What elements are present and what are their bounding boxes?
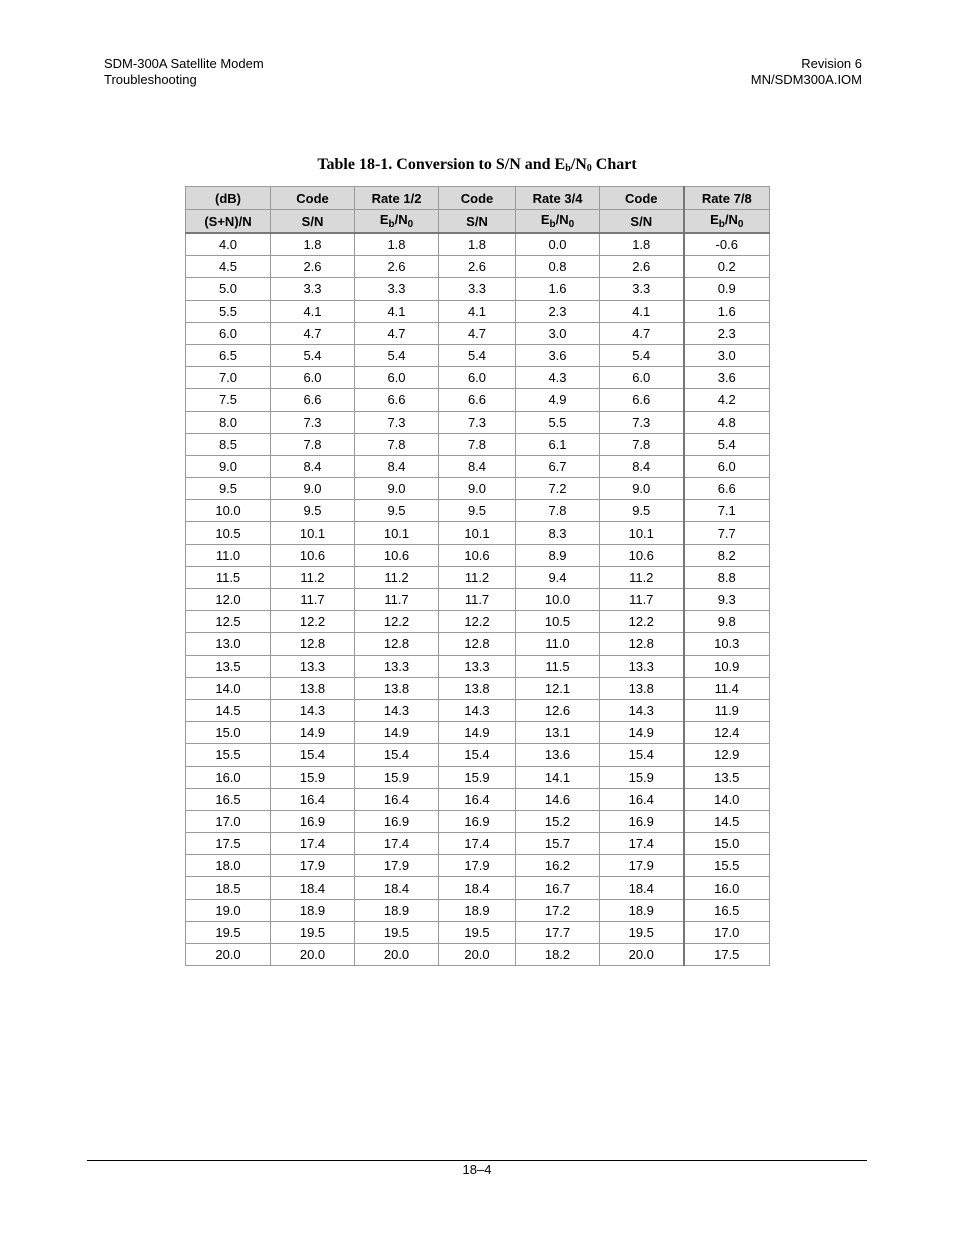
table-cell: 0.9 xyxy=(684,278,770,300)
table-cell: 6.1 xyxy=(516,433,600,455)
table-cell: 15.4 xyxy=(439,744,516,766)
table-cell: 14.3 xyxy=(600,699,684,721)
table-cell: 3.3 xyxy=(600,278,684,300)
table-cell: 13.8 xyxy=(271,677,355,699)
table-cell: 16.0 xyxy=(186,766,271,788)
table-cell: 3.6 xyxy=(516,344,600,366)
table-row xyxy=(186,478,770,500)
table-cell: 2.3 xyxy=(516,300,600,322)
table-cell: 14.3 xyxy=(271,699,355,721)
table-cell: 0.0 xyxy=(516,233,600,256)
table-cell: 16.9 xyxy=(600,810,684,832)
table-row xyxy=(186,944,770,966)
table-cell: 10.0 xyxy=(516,589,600,611)
table-cell: 15.0 xyxy=(684,833,770,855)
table-cell: 10.6 xyxy=(439,544,516,566)
table-cell: 4.1 xyxy=(439,300,516,322)
table-cell: 8.5 xyxy=(186,433,271,455)
col-sub-sn-1: S/N xyxy=(271,210,355,234)
table-cell: 12.0 xyxy=(186,589,271,611)
table-cell: 16.9 xyxy=(439,810,516,832)
table-cell: 11.7 xyxy=(600,589,684,611)
table-row xyxy=(186,722,770,744)
table-cell: 7.5 xyxy=(186,389,271,411)
table-cell: 12.8 xyxy=(600,633,684,655)
table-cell: 13.5 xyxy=(186,655,271,677)
table-cell: 10.0 xyxy=(186,500,271,522)
table-cell: 1.8 xyxy=(439,233,516,256)
page-header-left xyxy=(104,56,264,88)
table-cell: 17.5 xyxy=(684,944,770,966)
table-cell: 15.0 xyxy=(186,722,271,744)
header-row-1 xyxy=(186,187,770,210)
table-cell: 9.0 xyxy=(439,478,516,500)
table-cell: 13.3 xyxy=(600,655,684,677)
table-cell: 13.8 xyxy=(439,677,516,699)
table-cell: 8.0 xyxy=(186,411,271,433)
table-cell: 17.7 xyxy=(516,921,600,943)
table-cell: 4.5 xyxy=(186,256,271,278)
table-cell: 10.5 xyxy=(186,522,271,544)
table-cell: 16.9 xyxy=(271,810,355,832)
table-cell: 2.6 xyxy=(271,256,355,278)
table-cell: 7.8 xyxy=(600,433,684,455)
table-cell: 6.0 xyxy=(439,367,516,389)
table-cell: 2.6 xyxy=(355,256,439,278)
table-cell: 12.9 xyxy=(684,744,770,766)
table-cell: 15.4 xyxy=(271,744,355,766)
table-cell: 13.6 xyxy=(516,744,600,766)
table-row xyxy=(186,344,770,366)
table-cell: 10.1 xyxy=(439,522,516,544)
col-sub-sn-ratio: (S+N)/N xyxy=(186,210,271,234)
table-cell: 7.3 xyxy=(600,411,684,433)
table-cell: 11.9 xyxy=(684,699,770,721)
table-cell: 12.5 xyxy=(186,611,271,633)
table-cell: 5.4 xyxy=(600,344,684,366)
table-cell: 7.8 xyxy=(355,433,439,455)
table-cell: 10.6 xyxy=(355,544,439,566)
table-row xyxy=(186,921,770,943)
table-cell: 18.9 xyxy=(355,899,439,921)
table-cell: 15.7 xyxy=(516,833,600,855)
table-cell: 13.8 xyxy=(355,677,439,699)
table-cell: 7.8 xyxy=(271,433,355,455)
table-row xyxy=(186,633,770,655)
table-cell: 4.1 xyxy=(600,300,684,322)
table-cell: 4.9 xyxy=(516,389,600,411)
table-cell: 8.4 xyxy=(271,455,355,477)
table-row xyxy=(186,278,770,300)
col-header-code-1: Code xyxy=(271,187,355,210)
table-cell: 19.5 xyxy=(355,921,439,943)
table-cell: 17.4 xyxy=(600,833,684,855)
table-cell: 14.3 xyxy=(355,699,439,721)
table-row xyxy=(186,389,770,411)
table-cell: 11.4 xyxy=(684,677,770,699)
table-cell: 2.3 xyxy=(684,322,770,344)
table-cell: 15.9 xyxy=(600,766,684,788)
table-cell: 6.0 xyxy=(600,367,684,389)
table-cell: 12.6 xyxy=(516,699,600,721)
revision-label: Revision 6 xyxy=(801,56,862,71)
table-cell: 9.0 xyxy=(355,478,439,500)
table-cell: 15.5 xyxy=(684,855,770,877)
table-cell: 6.6 xyxy=(684,478,770,500)
table-cell: 4.8 xyxy=(684,411,770,433)
table-cell: 20.0 xyxy=(600,944,684,966)
table-cell: 8.9 xyxy=(516,544,600,566)
table-cell: 7.7 xyxy=(684,522,770,544)
table-cell: 16.4 xyxy=(439,788,516,810)
table-cell: 12.8 xyxy=(355,633,439,655)
table-row xyxy=(186,744,770,766)
table-row xyxy=(186,877,770,899)
table-cell: 7.3 xyxy=(271,411,355,433)
table-cell: 7.3 xyxy=(355,411,439,433)
table-cell: 20.0 xyxy=(355,944,439,966)
table-cell: 11.2 xyxy=(600,566,684,588)
table-cell: 10.1 xyxy=(355,522,439,544)
table-cell: 8.4 xyxy=(439,455,516,477)
table-cell: 10.1 xyxy=(271,522,355,544)
table-cell: 11.7 xyxy=(355,589,439,611)
header-row-2 xyxy=(186,210,770,234)
table-row xyxy=(186,699,770,721)
table-cell: 5.4 xyxy=(439,344,516,366)
table-cell: 2.6 xyxy=(600,256,684,278)
table-cell: 18.9 xyxy=(271,899,355,921)
table-cell: 11.5 xyxy=(186,566,271,588)
table-cell: 12.8 xyxy=(271,633,355,655)
table-cell: 4.2 xyxy=(684,389,770,411)
table-cell: 14.9 xyxy=(355,722,439,744)
table-cell: 19.5 xyxy=(439,921,516,943)
table-cell: 15.2 xyxy=(516,810,600,832)
table-cell: 4.7 xyxy=(355,322,439,344)
table-cell: 15.9 xyxy=(355,766,439,788)
table-cell: 9.5 xyxy=(355,500,439,522)
table-cell: 16.7 xyxy=(516,877,600,899)
table-row xyxy=(186,677,770,699)
table-cell: 13.0 xyxy=(186,633,271,655)
table-row xyxy=(186,589,770,611)
table-cell: 4.7 xyxy=(439,322,516,344)
table-cell: 3.3 xyxy=(355,278,439,300)
table-cell: 13.3 xyxy=(271,655,355,677)
table-cell: 7.2 xyxy=(516,478,600,500)
table-cell: 13.5 xyxy=(684,766,770,788)
table-cell: 4.1 xyxy=(355,300,439,322)
table-cell: 4.7 xyxy=(271,322,355,344)
table-cell: 17.4 xyxy=(355,833,439,855)
table-cell: 5.0 xyxy=(186,278,271,300)
table-cell: 6.0 xyxy=(271,367,355,389)
conversion-table xyxy=(185,186,770,966)
col-header-rate-3-4: Rate 3/4 xyxy=(516,187,600,210)
table-row xyxy=(186,566,770,588)
table-cell: 12.1 xyxy=(516,677,600,699)
col-sub-ebn0-1: $E_b/N_0$ xyxy=(355,210,439,234)
table-cell: 5.5 xyxy=(186,300,271,322)
table-cell: 6.0 xyxy=(186,322,271,344)
col-header-code-2: Code xyxy=(439,187,516,210)
table-cell: 18.2 xyxy=(516,944,600,966)
table-cell: 6.6 xyxy=(439,389,516,411)
table-cell: 8.4 xyxy=(600,455,684,477)
table-cell: 17.5 xyxy=(186,833,271,855)
table-cell: 4.0 xyxy=(186,233,271,256)
col-sub-ebn0-2: $E_b/N_0$ xyxy=(516,210,600,234)
table-cell: 11.7 xyxy=(271,589,355,611)
col-header-code-3: Code xyxy=(600,187,684,210)
table-row xyxy=(186,611,770,633)
table-row xyxy=(186,256,770,278)
table-cell: 8.2 xyxy=(684,544,770,566)
table-cell: 15.4 xyxy=(600,744,684,766)
table-cell: 20.0 xyxy=(271,944,355,966)
table-row xyxy=(186,810,770,832)
table-cell: 6.0 xyxy=(355,367,439,389)
table-cell: 13.8 xyxy=(600,677,684,699)
table-cell: 6.7 xyxy=(516,455,600,477)
table-row xyxy=(186,833,770,855)
table-cell: 11.2 xyxy=(271,566,355,588)
table-cell: 9.5 xyxy=(271,500,355,522)
table-cell: 18.0 xyxy=(186,855,271,877)
table-cell: 18.9 xyxy=(439,899,516,921)
col-header-rate-7-8: Rate 7/8 xyxy=(684,187,770,210)
table-cell: 10.1 xyxy=(600,522,684,544)
table-cell: 19.5 xyxy=(600,921,684,943)
table-cell: 14.9 xyxy=(439,722,516,744)
table-cell: 17.2 xyxy=(516,899,600,921)
table-row xyxy=(186,233,770,256)
table-cell: 5.4 xyxy=(355,344,439,366)
table-row xyxy=(186,367,770,389)
table-cell: 14.3 xyxy=(439,699,516,721)
table-cell: -0.6 xyxy=(684,233,770,256)
table-cell: 18.4 xyxy=(600,877,684,899)
table-cell: 10.3 xyxy=(684,633,770,655)
section-title: Troubleshooting xyxy=(104,72,197,87)
table-cell: 11.7 xyxy=(439,589,516,611)
table-cell: 3.0 xyxy=(516,322,600,344)
col-header-rate-1-2: Rate 1/2 xyxy=(355,187,439,210)
table-cell: 11.2 xyxy=(355,566,439,588)
table-cell: 13.3 xyxy=(439,655,516,677)
table-cell: 16.4 xyxy=(271,788,355,810)
table-row xyxy=(186,300,770,322)
table-cell: 14.5 xyxy=(684,810,770,832)
table-cell: 14.5 xyxy=(186,699,271,721)
table-cell: 16.0 xyxy=(684,877,770,899)
table-cell: 10.6 xyxy=(271,544,355,566)
table-cell: 17.4 xyxy=(271,833,355,855)
table-cell: 18.9 xyxy=(600,899,684,921)
table-cell: 10.9 xyxy=(684,655,770,677)
table-cell: 9.0 xyxy=(271,478,355,500)
table-cell: 17.9 xyxy=(355,855,439,877)
table-cell: 19.5 xyxy=(271,921,355,943)
table-cell: 12.8 xyxy=(439,633,516,655)
table-cell: 15.9 xyxy=(271,766,355,788)
table-cell: 19.0 xyxy=(186,899,271,921)
table-cell: 9.5 xyxy=(600,500,684,522)
table-row xyxy=(186,899,770,921)
table-cell: 6.6 xyxy=(271,389,355,411)
table-cell: 7.1 xyxy=(684,500,770,522)
table-cell: 16.5 xyxy=(186,788,271,810)
table-cell: 5.4 xyxy=(684,433,770,455)
table-cell: 7.8 xyxy=(516,500,600,522)
table-cell: 8.3 xyxy=(516,522,600,544)
table-cell: 1.8 xyxy=(271,233,355,256)
table-cell: 16.2 xyxy=(516,855,600,877)
table-cell: 16.4 xyxy=(600,788,684,810)
table-cell: 9.5 xyxy=(186,478,271,500)
table-cell: 3.6 xyxy=(684,367,770,389)
col-sub-ebn0-3: $E_b/N_0$ xyxy=(684,210,770,234)
table-cell: 6.0 xyxy=(684,455,770,477)
table-row xyxy=(186,433,770,455)
table-cell: 1.6 xyxy=(516,278,600,300)
table-cell: 11.0 xyxy=(516,633,600,655)
table-cell: 4.1 xyxy=(271,300,355,322)
table-cell: 6.6 xyxy=(355,389,439,411)
table-cell: 9.5 xyxy=(439,500,516,522)
table-row xyxy=(186,766,770,788)
table-cell: 15.5 xyxy=(186,744,271,766)
table-cell: 13.3 xyxy=(355,655,439,677)
table-row xyxy=(186,522,770,544)
table-row xyxy=(186,411,770,433)
table-cell: 14.9 xyxy=(271,722,355,744)
table-cell: 20.0 xyxy=(186,944,271,966)
table-row xyxy=(186,544,770,566)
table-cell: 9.4 xyxy=(516,566,600,588)
table-cell: 3.3 xyxy=(271,278,355,300)
footer-rule xyxy=(87,1160,867,1161)
table-cell: 0.2 xyxy=(684,256,770,278)
table-cell: 7.3 xyxy=(439,411,516,433)
col-sub-sn-2: S/N xyxy=(439,210,516,234)
table-cell: 12.2 xyxy=(600,611,684,633)
table-cell: 18.4 xyxy=(439,877,516,899)
table-cell: 1.8 xyxy=(355,233,439,256)
table-cell: 11.2 xyxy=(439,566,516,588)
table-cell: 17.9 xyxy=(439,855,516,877)
table-cell: 5.4 xyxy=(271,344,355,366)
table-cell: 14.6 xyxy=(516,788,600,810)
table-cell: 3.0 xyxy=(684,344,770,366)
table-row xyxy=(186,788,770,810)
table-cell: 14.1 xyxy=(516,766,600,788)
table-cell: 7.0 xyxy=(186,367,271,389)
table-row xyxy=(186,855,770,877)
table-cell: 18.5 xyxy=(186,877,271,899)
table-cell: 18.4 xyxy=(355,877,439,899)
table-cell: 16.9 xyxy=(355,810,439,832)
col-header-db: (dB) xyxy=(186,187,271,210)
table-cell: 4.3 xyxy=(516,367,600,389)
table-cell: 19.5 xyxy=(186,921,271,943)
table-cell: 10.6 xyxy=(600,544,684,566)
table-cell: 17.9 xyxy=(600,855,684,877)
table-cell: 0.8 xyxy=(516,256,600,278)
table-row xyxy=(186,322,770,344)
table-cell: 16.5 xyxy=(684,899,770,921)
table-cell: 15.4 xyxy=(355,744,439,766)
table-cell: 17.0 xyxy=(684,921,770,943)
table-row xyxy=(186,455,770,477)
table-cell: 6.6 xyxy=(600,389,684,411)
table-cell: 20.0 xyxy=(439,944,516,966)
page-number: 18–4 xyxy=(462,1162,492,1177)
table-cell: 1.8 xyxy=(600,233,684,256)
table-cell: 14.0 xyxy=(684,788,770,810)
table-cell: 1.6 xyxy=(684,300,770,322)
table-cell: 12.2 xyxy=(271,611,355,633)
manual-number: MN/SDM300A.IOM xyxy=(750,72,862,87)
table-cell: 4.7 xyxy=(600,322,684,344)
table-cell: 9.3 xyxy=(684,589,770,611)
document-title: SDM-300A Satellite Modem xyxy=(104,56,264,71)
table-row xyxy=(186,655,770,677)
table-cell: 11.5 xyxy=(516,655,600,677)
table-cell: 11.0 xyxy=(186,544,271,566)
table-cell: 17.4 xyxy=(439,833,516,855)
table-title: Table 18-1. Conversion to S/N and $E_b/N_0$ Chart xyxy=(317,156,637,174)
table-cell: 15.9 xyxy=(439,766,516,788)
table-cell: 14.0 xyxy=(186,677,271,699)
table-cell: 5.5 xyxy=(516,411,600,433)
table-cell: 7.8 xyxy=(439,433,516,455)
table-cell: 17.9 xyxy=(271,855,355,877)
table-cell: 12.2 xyxy=(439,611,516,633)
table-cell: 8.4 xyxy=(355,455,439,477)
table-cell: 9.0 xyxy=(186,455,271,477)
table-cell: 17.0 xyxy=(186,810,271,832)
table-cell: 8.8 xyxy=(684,566,770,588)
col-sub-sn-3: S/N xyxy=(600,210,684,234)
table-cell: 9.0 xyxy=(600,478,684,500)
table-cell: 12.2 xyxy=(355,611,439,633)
table-cell: 3.3 xyxy=(439,278,516,300)
table-cell: 13.1 xyxy=(516,722,600,744)
table-cell: 9.8 xyxy=(684,611,770,633)
table-cell: 14.9 xyxy=(600,722,684,744)
table-row xyxy=(186,500,770,522)
table-cell: 10.5 xyxy=(516,611,600,633)
table-cell: 18.4 xyxy=(271,877,355,899)
table-cell: 16.4 xyxy=(355,788,439,810)
page-header-right xyxy=(751,56,862,88)
table-cell: 6.5 xyxy=(186,344,271,366)
table-cell: 12.4 xyxy=(684,722,770,744)
table-cell: 2.6 xyxy=(439,256,516,278)
